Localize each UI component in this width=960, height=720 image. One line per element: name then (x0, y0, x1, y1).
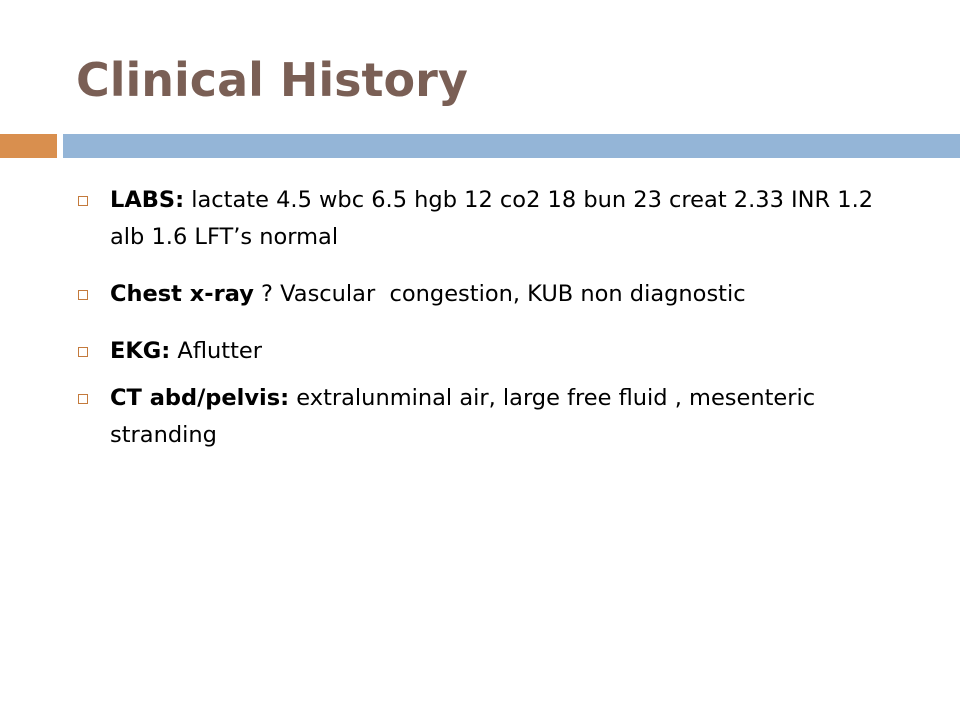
bullet-label: CT abd/pelvis: (110, 385, 290, 411)
bullet-label: Chest x-ray (110, 281, 254, 307)
slide-title: Clinical History (76, 53, 468, 107)
square-bullet-icon (78, 196, 88, 206)
bullet-item-ekg (76, 333, 876, 370)
bullet-item-chest-xray (76, 276, 876, 313)
bullet-label: EKG: (110, 338, 171, 364)
bullet-text: lactate 4.5 wbc 6.5 hgb 12 co2 18 bun 23 creat 2.33 INR 1.2 alb 1.6 LFT’s normal (110, 187, 874, 250)
bullet-text: ? Vascular congestion, KUB non diagnostic (253, 281, 746, 307)
square-bullet-icon (78, 347, 88, 357)
square-bullet-icon (78, 394, 88, 404)
title-divider-orange (0, 134, 57, 158)
bullet-label: LABS: (110, 187, 185, 213)
bullet-item-labs (76, 182, 876, 256)
bullet-text: Aflutter (170, 338, 262, 364)
bullet-text: extralunminal air, large free fluid , mesenteric stranding (110, 385, 816, 448)
square-bullet-icon (78, 290, 88, 300)
title-divider-blue (63, 134, 960, 158)
bullet-item-ct (76, 380, 876, 454)
bullet-list (76, 182, 876, 454)
